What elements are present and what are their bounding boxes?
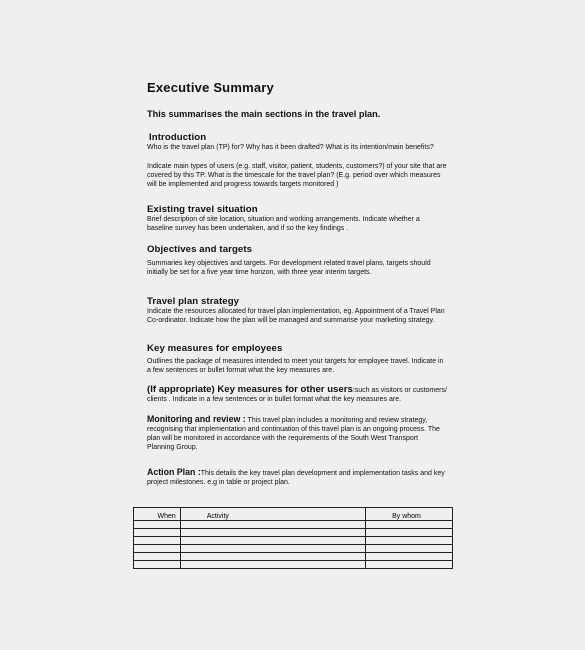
section-introduction	[147, 132, 447, 189]
table-cell	[366, 529, 453, 537]
lead-sentence: This summarises the main sections in the travel plan.	[147, 109, 381, 119]
section-action-plan	[147, 468, 447, 487]
table-cell	[134, 545, 181, 553]
table-cell	[180, 521, 365, 529]
action-plan-table-body	[134, 521, 453, 569]
objectives-heading: Objectives and targets	[147, 244, 253, 255]
table-cell	[180, 529, 365, 537]
table-header-row	[134, 508, 453, 521]
table-cell	[180, 553, 365, 561]
table-cell	[366, 561, 453, 569]
table-cell	[366, 521, 453, 529]
page-title: Executive Summary	[147, 80, 274, 95]
section-monitoring	[147, 415, 447, 452]
other-users-text: :such as visitors or customers/ clients . Indicate in a few sentences or in bullet format what the key measures are.	[147, 387, 447, 403]
table-cell	[180, 561, 365, 569]
action-plan-table	[133, 507, 453, 569]
existing-travel-text: Brief description of site location, situation and working arrangements. Indicate whether a baseline survey has been undertaken, and if so the key findings .	[147, 216, 420, 232]
table-row	[134, 553, 453, 561]
table-row	[134, 545, 453, 553]
table-cell	[134, 529, 181, 537]
column-header-activity: Activity	[180, 508, 365, 521]
section-objectives	[147, 244, 447, 277]
table-cell	[134, 537, 181, 545]
action-plan-block	[147, 468, 447, 487]
objectives-text: Summaries key objectives and targets. For development related travel plans, targets should initially be set for a five year time horizon, with three year interim targets.	[147, 260, 431, 276]
table-cell	[366, 545, 453, 553]
introduction-heading: Introduction	[149, 132, 207, 143]
strategy-heading: Travel plan strategy	[147, 296, 240, 307]
table-cell	[180, 537, 365, 545]
table-cell	[366, 553, 453, 561]
table-cell	[134, 553, 181, 561]
other-users-block	[147, 385, 447, 404]
table-cell	[134, 561, 181, 569]
existing-travel-heading: Existing travel situation	[147, 204, 258, 215]
table-row	[134, 529, 453, 537]
column-header-by-whom: By whom	[366, 508, 453, 521]
document-body	[147, 80, 447, 487]
monitoring-text: This travel plan includes a monitoring and review strategy, recognising that implementation and continuation of this travel plan is an ongoing process. The plan will be monitored in accordance with the requirements of the South West Transport Planning Group.	[147, 417, 440, 451]
monitoring-block	[147, 415, 447, 452]
section-strategy	[147, 296, 447, 325]
table-cell	[180, 545, 365, 553]
section-employee-measures	[147, 343, 447, 375]
introduction-paragraph-1: Who is the travel plan (TP) for? Why has it been drafted? What is its intention/main benefits?	[147, 144, 434, 151]
introduction-paragraph-2: Indicate main types of users (e.g. staff, visitor, patient, students, customers?) of your site that are covered by this TP. What is the timescale for the travel plan? (E.g. period over which measures will be implemented and progress towards targets monitored )	[147, 163, 447, 188]
employee-measures-text: Outlines the package of measures intended to meet your targets for employee travel. Indicate in a few sentences or bullet format what the key measures are.	[147, 358, 444, 374]
strategy-text: Indicate the resources allocated for travel plan implementation, eg. Appointment of a Travel Plan Co-ordinator. Indicate how the plan will be managed and summarise your marketing strategy.	[147, 308, 445, 324]
table-row	[134, 521, 453, 529]
table-row	[134, 537, 453, 545]
section-existing-travel	[147, 204, 447, 233]
action-plan-text: This details the key travel plan development and implementation tasks and key project milestones. e.g in table or project plan.	[147, 470, 445, 486]
table-cell	[366, 537, 453, 545]
employee-measures-heading: Key measures for employees	[147, 343, 283, 354]
action-plan-heading: Action Plan :	[147, 467, 201, 477]
section-other-users	[147, 385, 447, 404]
table-row	[134, 561, 453, 569]
table-cell	[134, 521, 181, 529]
monitoring-heading: Monitoring and review :	[147, 414, 246, 424]
other-users-heading: (If appropriate) Key measures for other users	[147, 384, 353, 395]
column-header-when: When	[134, 508, 181, 521]
